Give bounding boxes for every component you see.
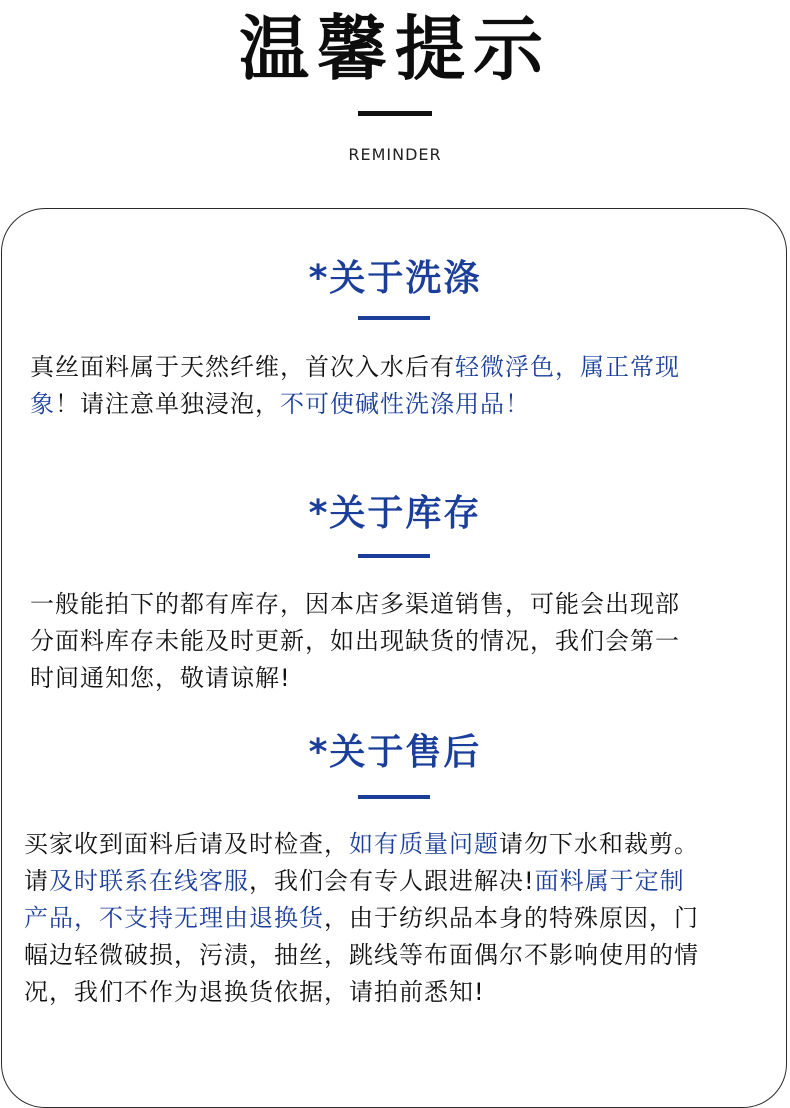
section-text-stock	[30, 586, 680, 697]
highlight-text: 产品，不支持无理由退换货	[24, 904, 324, 932]
body-text: ，由于纺织品本身的特殊原因，门	[324, 904, 699, 932]
highlight-text: 不可使碱性洗涤用品！	[280, 390, 530, 418]
section-underline-washing	[358, 316, 430, 320]
text-line	[24, 826, 699, 863]
section-text-washing	[30, 349, 680, 423]
text-line	[24, 937, 699, 974]
text-line	[24, 974, 699, 1011]
highlight-text: 面料属于定制	[534, 867, 685, 895]
body-text: ，我们会有专人跟进解决!	[249, 867, 535, 895]
body-text: 买家收到面料后请及时检查，	[24, 830, 349, 858]
body-text: 请勿下水和裁剪。	[499, 830, 699, 858]
text-line	[30, 660, 680, 697]
text-line	[30, 623, 680, 660]
body-text: 分面料库存未能及时更新，如出现缺货的情况，我们会第一	[30, 627, 680, 655]
highlight-text: 轻微浮色，属正常现	[455, 353, 680, 381]
highlight-text: 如有质量问题	[349, 830, 499, 858]
section-title-washing: *关于洗涤	[308, 258, 482, 299]
section-underline-stock	[358, 554, 430, 558]
body-text: ！请注意单独浸泡，	[55, 390, 280, 418]
highlight-text: 象	[30, 390, 55, 418]
text-line	[30, 586, 680, 623]
text-line	[24, 900, 699, 937]
page-subtitle: REMINDER	[348, 145, 442, 164]
section-text-after-sales	[24, 826, 699, 1011]
page-title: 温馨提示	[239, 8, 551, 90]
section-underline-after-sales	[358, 795, 430, 799]
section-title-after-sales: *关于售后	[308, 732, 482, 773]
body-text: 真丝面料属于天然纤维，首次入水后有	[30, 353, 455, 381]
text-line	[30, 386, 680, 423]
body-text: 况，我们不作为退换货依据，请拍前悉知!	[24, 978, 485, 1006]
title-underline	[358, 111, 432, 116]
body-text: 幅边轻微破损，污渍，抽丝，跳线等布面偶尔不影响使用的情	[24, 941, 699, 969]
text-line	[24, 863, 699, 900]
body-text: 时间通知您，敬请谅解!	[30, 664, 291, 692]
body-text: 一般能拍下的都有库存，因本店多渠道销售，可能会出现部	[30, 590, 680, 618]
text-line	[30, 349, 680, 386]
highlight-text: 及时联系在线客服	[49, 867, 249, 895]
body-text: 请	[24, 867, 49, 895]
section-title-stock: *关于库存	[308, 493, 482, 534]
